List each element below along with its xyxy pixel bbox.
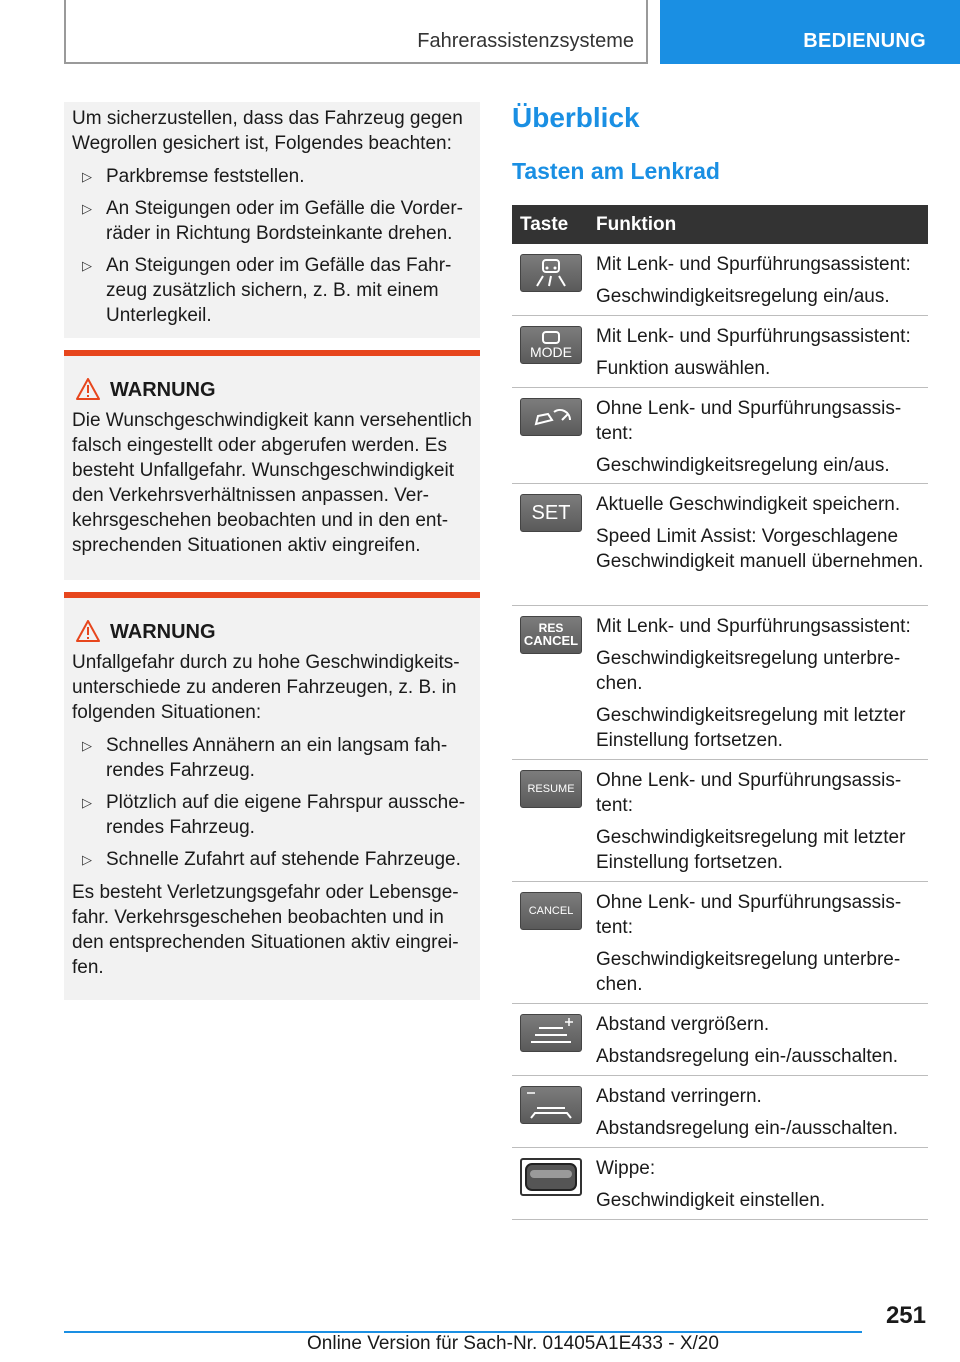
row-description: Ohne Lenk- und Spurführungsassistent: Geschwindigkeitsregelung unterbrechen. [596,892,902,995]
list-item: ▷ Parkbremse feststellen. [82,166,305,187]
table-row [512,1004,928,1076]
warning-heading: WARNUNG [72,618,472,646]
list-item: ▷ An Steigungen oder im Gefälle das Fahrzeug zusätzlich sichern, z. B. mit einem Unterlegkeil. [82,255,452,326]
column-header-function: Funktion [596,214,677,235]
table-row [512,606,928,760]
row-description: Abstand vergrößern. Abstandsregelung ein-/ausschalten. [596,1014,899,1067]
page-number: 251 [885,1302,926,1329]
parking-safety-box [64,102,480,338]
warning-heading: WARNUNG [72,376,472,404]
chapter-title: Fahrerassistenzsysteme [417,30,634,52]
row-description: Mit Lenk- und Spurführungsassistent: Funktion auswählen. [596,326,911,379]
header-chapter-tab [64,0,648,64]
table-row [512,1148,928,1220]
warning-closing: Es besteht Verletzungsgefahr oder Lebensgefahr. Verkehrsgeschehen beobachten und in den entsprechenden Situationen aktiv eingreifen. [72,882,459,978]
bullet-icon: ▷ [82,201,92,216]
distance-decrease-icon [520,1086,582,1124]
warning-box-1 [64,350,480,580]
res-cancel-button-icon: RES CANCEL [520,616,582,654]
bullet-icon: ▷ [82,795,92,810]
row-description: Abstand verringern. Abstandsregelung ein-/ausschalten. [596,1086,899,1139]
bullet-icon: ▷ [82,169,92,184]
intro-list [72,164,472,328]
intro-text: Um sicherzustellen, dass das Fahrzeug gegen Wegrollen gesichert ist, Folgendes beachten: [72,108,463,154]
table-row [512,244,928,316]
warning-list [72,733,472,872]
table-row [512,388,928,484]
warning-text: Die Wunschgeschwindigkeit kann versehentlich falsch eingestellt oder abgerufen werden. Es besteht Unfallgefahr. Wunschgeschwindigkeit den Verkehrsverhältnissen anpassen. Verkehrsgeschehen beobachten und in den entsprechenden Situationen aktiv eingreifen. [72,410,472,556]
warning-bar [64,350,480,356]
table-header [512,205,928,244]
warning-triangle-icon [76,378,100,400]
steering-assist-icon [520,254,582,292]
rocker-switch-icon [520,1158,582,1196]
warning-text: Unfallgefahr durch zu hohe Geschwindigkeitsunterschiede zu anderen Fahrzeugen, z. B. in folgenden Situationen: [72,652,460,723]
table-row [512,882,928,1004]
warning-box-2 [64,592,480,1000]
row-description: Mit Lenk- und Spurführungsassistent: Geschwindigkeitsregelung unterbrechen. Geschwindigkeitsregelung mit letzter Einstellung fortsetzen. [596,616,911,751]
speedometer-car-icon [520,398,582,436]
subsection-heading: Tasten am Lenkrad [512,158,720,184]
list-item: ▷ Schnelle Zufahrt auf stehende Fahrzeuge. [82,849,461,870]
list-item: ▷ Plötzlich auf die eigene Fahrspur ausschеrendes Fahrzeug. [82,792,466,838]
table-row [512,760,928,882]
distance-increase-icon [520,1014,582,1052]
row-description: Mit Lenk- und Spurführungsassistent: Geschwindigkeitsregelung ein/aus. [596,254,911,307]
bullet-icon: ▷ [82,258,92,273]
section-heading: Überblick [512,102,640,133]
warning-bar [64,592,480,598]
row-description: Aktuelle Geschwindigkeit speichern. Speed Limit Assist: Vorgeschlagene Geschwindigkeit manuell übernehmen. [596,494,924,572]
row-description: Wippe: Geschwindigkeit einstellen. [596,1158,826,1211]
bullet-icon: ▷ [82,738,92,753]
row-description: Ohne Lenk- und Spurführungsassistent: Geschwindigkeitsregelung ein/aus. [596,398,902,476]
set-button-icon: SET [520,494,582,532]
list-item: ▷ An Steigungen oder im Gefälle die Vorderräder in Richtung Bordsteinkante drehen. [82,198,463,244]
footer-online-version: Online Version für Sach-Nr. 01405A1E433 - X/20 [307,1333,719,1354]
column-header-key: Taste [520,214,569,235]
section-title: BEDIENUNG [803,30,926,52]
table-row [512,1076,928,1148]
warning-triangle-icon [76,620,100,642]
cancel-button-icon: CANCEL [520,892,582,930]
table-row [512,484,928,606]
mode-button-icon: MODE [520,326,582,364]
row-description: Ohne Lenk- und Spurführungsassistent: Geschwindigkeitsregelung mit letzter Einstellung fortsetzen. [596,770,906,873]
resume-button-icon: RESUME [520,770,582,808]
list-item: ▷ Schnelles Annähern an ein langsam fahrendes Fahrzeug. [82,735,448,781]
table-row [512,316,928,388]
header-section-tab [660,0,960,64]
bullet-icon: ▷ [82,852,92,867]
